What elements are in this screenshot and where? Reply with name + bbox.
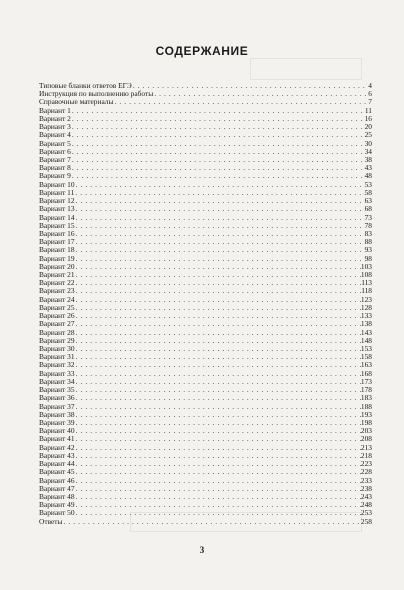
- toc-entry-label: Вариант 12: [39, 196, 75, 206]
- toc-leader-dots: [75, 197, 365, 205]
- toc-entry-label: Вариант 33: [39, 368, 75, 378]
- toc-entry-label: Вариант 6: [39, 146, 71, 156]
- toc-entry: [39, 345, 372, 353]
- toc-entry-page: 98: [364, 253, 372, 263]
- toc-entry: [39, 370, 372, 378]
- toc-entry-page: 63: [364, 196, 372, 206]
- toc-entry-label: Вариант 7: [39, 154, 71, 164]
- toc-leader-dots: [75, 509, 361, 517]
- page-title: СОДЕРЖАНИЕ: [155, 44, 249, 58]
- toc-entry-label: Вариант 32: [39, 360, 75, 370]
- toc-entry-label: Вариант 3: [39, 122, 71, 132]
- toc-entry: [39, 468, 372, 476]
- toc-entry-label: Вариант 4: [39, 130, 71, 140]
- toc-leader-dots: [75, 361, 361, 369]
- toc-entry-page: 203: [360, 426, 372, 436]
- toc-entry-page: 83: [364, 228, 372, 238]
- toc-entry: [39, 246, 372, 254]
- toc-entry: [39, 131, 372, 139]
- toc-entry-page: 128: [360, 302, 372, 312]
- toc-leader-dots: [71, 131, 365, 139]
- toc-leader-dots: [75, 296, 361, 304]
- toc-leader-dots: [75, 353, 361, 361]
- toc-entry-page: 223: [360, 459, 372, 469]
- toc-entry: [39, 386, 372, 394]
- toc-leader-dots: [74, 189, 364, 197]
- toc-leader-dots: [153, 90, 368, 98]
- toc-leader-dots: [75, 222, 365, 230]
- toc-entry: [39, 501, 372, 509]
- toc-entry: [39, 337, 372, 345]
- toc-leader-dots: [75, 427, 361, 435]
- toc-leader-dots: [75, 279, 362, 287]
- toc-entry-label: Вариант 14: [39, 212, 75, 222]
- toc-entry: [39, 287, 372, 295]
- toc-entry-page: 68: [364, 204, 372, 214]
- toc-entry-label: Вариант 23: [39, 286, 75, 296]
- toc-entry-label: Инструкция по выполнению работы: [39, 89, 154, 99]
- toc-entry-page: 258: [360, 516, 372, 526]
- toc-entry-page: 108: [360, 270, 372, 280]
- toc-entry-page: 16: [364, 113, 372, 123]
- toc-leader-dots: [71, 140, 365, 148]
- toc-leader-dots: [75, 386, 361, 394]
- toc-entry-label: Вариант 11: [39, 187, 75, 197]
- toc-entry-label: Вариант 5: [39, 138, 71, 148]
- toc-entry-page: 4: [368, 81, 372, 90]
- toc-entry-page: 253: [360, 508, 372, 518]
- toc-entry-page: 20: [364, 122, 372, 132]
- toc-entry-label: Вариант 43: [39, 450, 75, 460]
- toc-entry-page: 198: [360, 417, 372, 427]
- toc-leader-dots: [75, 477, 361, 485]
- toc-leader-dots: [75, 337, 361, 345]
- toc-entry-page: 58: [364, 187, 372, 197]
- toc-leader-dots: [132, 82, 368, 90]
- toc-entry: [39, 164, 372, 172]
- toc-entry-label: Вариант 17: [39, 237, 75, 247]
- toc-entry-page: 243: [360, 491, 372, 501]
- toc-entry: [39, 419, 372, 427]
- toc-entry-page: 53: [364, 179, 372, 189]
- toc-entry-label: Вариант 25: [39, 302, 75, 312]
- toc-entry-page: 148: [360, 335, 372, 345]
- toc-leader-dots: [75, 493, 361, 501]
- toc-entry-label: Вариант 1: [39, 105, 71, 115]
- toc-entry-page: 38: [364, 154, 372, 164]
- toc-entry: [39, 452, 372, 460]
- toc-entry-page: 78: [364, 220, 372, 230]
- toc-entry-label: Вариант 9: [39, 171, 71, 181]
- toc-leader-dots: [75, 460, 361, 468]
- toc-entry-label: Вариант 47: [39, 483, 75, 493]
- toc-entry: [39, 411, 372, 419]
- toc-leader-dots: [71, 172, 365, 180]
- toc-entry: [39, 98, 372, 106]
- toc-entry: [39, 361, 372, 369]
- toc-entry-page: 88: [364, 237, 372, 247]
- toc-entry-page: 213: [360, 442, 372, 452]
- toc-leader-dots: [75, 403, 361, 411]
- toc-entry-page: 158: [360, 352, 372, 362]
- toc-entry: [39, 444, 372, 452]
- toc-entry-page: 238: [360, 483, 372, 493]
- toc-entry-page: 173: [360, 376, 372, 386]
- toc-leader-dots: [75, 320, 361, 328]
- toc-entry-page: 73: [364, 212, 372, 222]
- toc-entry-label: Вариант 38: [39, 409, 75, 419]
- toc-entry: [39, 518, 372, 526]
- toc-leader-dots: [75, 501, 361, 509]
- toc-entry-label: Вариант 29: [39, 335, 75, 345]
- toc-entry-page: 30: [364, 138, 372, 148]
- toc-entry-page: 93: [364, 245, 372, 255]
- toc-entry: [39, 107, 372, 115]
- toc-entry: [39, 263, 372, 271]
- toc-leader-dots: [75, 312, 361, 320]
- toc-entry-label: Вариант 18: [39, 245, 75, 255]
- toc-entry: [39, 148, 372, 156]
- toc-leader-dots: [75, 411, 361, 419]
- toc-entry: [39, 353, 372, 361]
- toc-entry: [39, 189, 372, 197]
- toc-leader-dots: [71, 107, 365, 115]
- toc-leader-dots: [75, 435, 361, 443]
- toc-entry: [39, 329, 372, 337]
- toc-entry-label: Вариант 28: [39, 327, 75, 337]
- toc-entry: [39, 435, 372, 443]
- toc-entry-label: Вариант 27: [39, 319, 75, 329]
- toc-entry-page: 123: [360, 294, 372, 304]
- toc-entry-label: Вариант 45: [39, 467, 75, 477]
- toc-entry-label: Вариант 15: [39, 220, 75, 230]
- toc-leader-dots: [75, 214, 365, 222]
- toc-entry-page: 118: [361, 286, 372, 296]
- toc-entry: [39, 485, 372, 493]
- toc-entry: [39, 427, 372, 435]
- toc-leader-dots: [75, 246, 365, 254]
- toc-entry-page: 7: [368, 97, 372, 107]
- toc-entry: [39, 312, 372, 320]
- toc-leader-dots: [75, 485, 361, 493]
- toc-entry-label: Ответы: [39, 516, 63, 526]
- toc-entry-page: 188: [360, 401, 372, 411]
- toc-entry: [39, 460, 372, 468]
- toc-entry-page: 233: [360, 475, 372, 485]
- toc-leader-dots: [75, 181, 365, 189]
- toc-entry: [39, 230, 372, 238]
- toc-entry: [39, 140, 372, 148]
- toc-entry: [39, 156, 372, 164]
- toc-entry-label: Вариант 39: [39, 417, 75, 427]
- toc-entry: [39, 214, 372, 222]
- toc-entry-label: Вариант 30: [39, 344, 75, 353]
- toc-entry-label: Вариант 34: [39, 376, 75, 386]
- toc-entry: [39, 238, 372, 246]
- toc-entry-label: Вариант 46: [39, 475, 75, 485]
- toc-entry-label: Вариант 8: [39, 163, 71, 173]
- toc-entry-page: 208: [360, 434, 372, 444]
- toc-entry-page: 228: [360, 467, 372, 477]
- toc-entry: [39, 509, 372, 517]
- toc-entry-page: 133: [360, 311, 372, 321]
- toc-entry: [39, 271, 372, 279]
- toc-leader-dots: [71, 156, 365, 164]
- toc-entry-page: 138: [360, 319, 372, 329]
- toc-entry-label: Вариант 49: [39, 500, 75, 510]
- toc-leader-dots: [75, 271, 361, 279]
- toc-leader-dots: [75, 329, 361, 337]
- toc-entry-page: 193: [360, 409, 372, 419]
- toc-entry-label: Вариант 40: [39, 426, 75, 436]
- toc-entry: [39, 304, 372, 312]
- toc-entry-label: Вариант 13: [39, 204, 75, 214]
- toc-entry: [39, 279, 372, 287]
- toc-entry: [39, 394, 372, 402]
- toc-entry-page: 11: [364, 105, 372, 115]
- toc-entry-page: 218: [360, 450, 372, 460]
- toc-entry-label: Вариант 19: [39, 253, 75, 263]
- toc-leader-dots: [75, 263, 361, 271]
- toc-entry-label: Вариант 16: [39, 228, 75, 238]
- toc-entry: [39, 378, 372, 386]
- toc-leader-dots: [75, 452, 361, 460]
- toc-entry-label: Вариант 37: [39, 401, 75, 411]
- toc-leader-dots: [75, 205, 365, 213]
- toc-entry-page: 34: [364, 146, 372, 156]
- toc-leader-dots: [75, 419, 361, 427]
- toc-entry: [39, 493, 372, 501]
- toc-entry: [39, 403, 372, 411]
- toc-entry: [39, 222, 372, 230]
- toc-entry: [39, 320, 372, 328]
- toc-leader-dots: [113, 98, 368, 106]
- toc-entry-label: Вариант 26: [39, 311, 75, 321]
- toc-entry: [39, 296, 372, 304]
- toc-leader-dots: [71, 123, 365, 131]
- toc-leader-dots: [75, 304, 361, 312]
- toc-entry-page: 163: [360, 360, 372, 370]
- toc-entry-label: Вариант 48: [39, 491, 75, 501]
- toc-entry-page: 6: [368, 89, 372, 99]
- toc-leader-dots: [75, 444, 361, 452]
- toc-entry-label: Вариант 44: [39, 459, 75, 469]
- toc-leader-dots: [75, 230, 365, 238]
- toc-leader-dots: [75, 287, 362, 295]
- toc-entry-page: 48: [364, 171, 372, 181]
- toc-entry-label: Вариант 35: [39, 385, 75, 395]
- toc-entry-label: Типовые бланки ответов ЕГЭ: [39, 81, 132, 90]
- toc-entry-page: 183: [360, 393, 372, 403]
- toc-entry-page: 113: [361, 278, 372, 288]
- toc-entry-page: 153: [360, 344, 372, 353]
- page-number: 3: [199, 545, 205, 555]
- toc-entry-label: Вариант 20: [39, 261, 75, 271]
- toc-entry: [39, 123, 372, 131]
- toc-leader-dots: [75, 238, 365, 246]
- toc-entry-label: Справочные материалы: [39, 97, 114, 107]
- toc-entry-label: Вариант 2: [39, 113, 71, 123]
- toc-entry: [39, 197, 372, 205]
- toc-entry-page: 43: [364, 163, 372, 173]
- table-of-contents: [39, 82, 372, 526]
- toc-entry-label: Вариант 41: [39, 434, 75, 444]
- toc-leader-dots: [71, 164, 365, 172]
- toc-entry-page: 143: [360, 327, 372, 337]
- toc-leader-dots: [75, 255, 365, 263]
- toc-entry-label: Вариант 36: [39, 393, 75, 403]
- toc-leader-dots: [75, 394, 361, 402]
- toc-leader-dots: [75, 468, 361, 476]
- toc-entry-label: Вариант 42: [39, 442, 75, 452]
- toc-entry-page: 168: [360, 368, 372, 378]
- toc-entry: [39, 181, 372, 189]
- toc-entry-label: Вариант 10: [39, 179, 75, 189]
- toc-leader-dots: [75, 370, 361, 378]
- toc-entry-page: 103: [360, 261, 372, 271]
- toc-entry-page: 248: [360, 500, 372, 510]
- toc-entry-label: Вариант 21: [39, 270, 75, 280]
- toc-leader-dots: [71, 148, 365, 156]
- toc-entry: [39, 477, 372, 485]
- toc-entry: [39, 172, 372, 180]
- toc-entry: [39, 205, 372, 213]
- toc-entry: [39, 255, 372, 263]
- bleed-through-top: [250, 58, 362, 80]
- toc-entry: [39, 115, 372, 123]
- toc-entry-label: Вариант 22: [39, 278, 75, 288]
- toc-entry-page: 178: [360, 385, 372, 395]
- toc-leader-dots: [63, 518, 361, 526]
- toc-entry-label: Вариант 24: [39, 294, 75, 304]
- toc-entry-label: Вариант 31: [39, 352, 75, 362]
- toc-entry-label: Вариант 50: [39, 508, 75, 518]
- toc-leader-dots: [75, 378, 361, 386]
- toc-entry-page: 25: [364, 130, 372, 140]
- toc-leader-dots: [75, 345, 361, 353]
- toc-leader-dots: [71, 115, 365, 123]
